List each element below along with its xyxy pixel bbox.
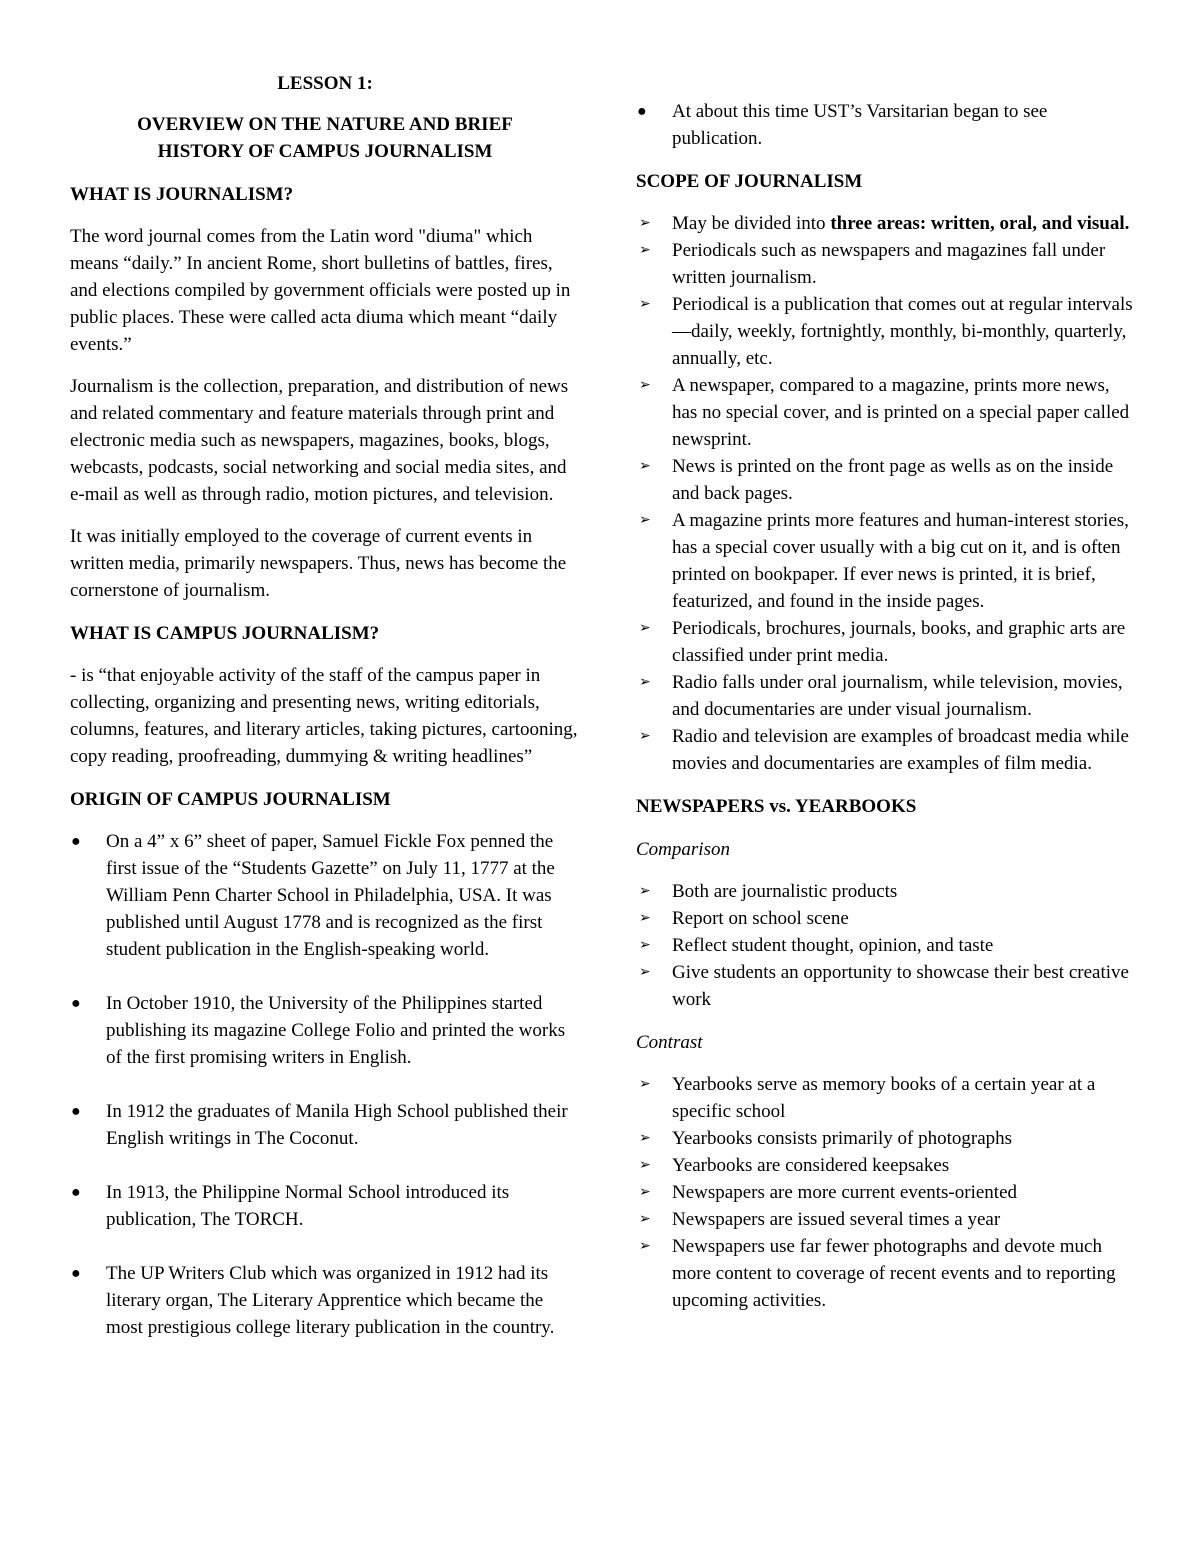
list-item: ● At about this time UST’s Varsitarian began to see publication.: [636, 98, 1136, 152]
origin-list: [70, 828, 580, 1341]
heading-origin: ORIGIN OF CAMPUS JOURNALISM: [70, 789, 391, 810]
right-column: [636, 98, 1136, 1314]
arrow-bullet-icon: ➢: [639, 1184, 651, 1200]
heading-what-is-journalism: WHAT IS JOURNALISM?: [70, 184, 294, 205]
arrow-bullet-icon: ➢: [639, 1076, 651, 1092]
arrow-bullet-icon: ➢: [639, 458, 651, 474]
arrow-bullet-icon: ➢: [639, 512, 651, 528]
arrow-bullet-icon: ➢: [639, 296, 651, 312]
page-title-line1: OVERVIEW ON THE NATURE AND BRIEF: [137, 114, 513, 135]
arrow-bullet-icon: ➢: [639, 883, 651, 899]
continuation-list: [636, 98, 1136, 152]
list-item: ● In 1913, the Philippine Normal School introduced its publication, The TORCH.: [70, 1179, 580, 1233]
arrow-bullet-icon: ➢: [639, 1157, 651, 1173]
arrow-bullet-icon: ➢: [639, 910, 651, 926]
list-item: ● In 1912 the graduates of Manila High School published their English writings in The Coconut.: [70, 1098, 580, 1152]
arrow-bullet-icon: ➢: [639, 1130, 651, 1146]
heading-scope: SCOPE OF JOURNALISM: [636, 171, 863, 192]
list-item: ➢ Periodicals, brochures, journals, books, and graphic arts are classified under print media.: [636, 615, 1136, 669]
scope-list: [636, 210, 1136, 777]
arrow-bullet-icon: ➢: [639, 1211, 651, 1227]
list-item: ➢ Reflect student thought, opinion, and taste: [636, 932, 1136, 959]
bullet-dot-icon: ●: [71, 1265, 81, 1282]
list-item: ➢ Yearbooks are considered keepsakes: [636, 1152, 1136, 1179]
paragraph-campus-definition: - is “that enjoyable activity of the staff of the campus paper in collecting, organizing and presenting news, writing editorials, columns, features, and literary articles, taking pictures, cartooning, copy reading, proofreading, dummying & writing headlines”: [70, 665, 578, 767]
arrow-bullet-icon: ➢: [639, 242, 651, 258]
list-item: ➢ Newspapers are issued several times a year: [636, 1206, 1136, 1233]
list-item: ● On a 4” x 6” sheet of paper, Samuel Fickle Fox penned the first issue of the “Students Gazette” on July 11, 1777 at the William Penn Charter School in Philadelphia, USA. It was published until August 1778 and is recognized as the first student publication in the English-speaking world.: [70, 828, 580, 963]
bullet-dot-icon: ●: [71, 833, 81, 850]
arrow-bullet-icon: ➢: [639, 964, 651, 980]
list-item: ➢ News is printed on the front page as wells as on the inside and back pages.: [636, 453, 1136, 507]
list-item: ➢ Radio and television are examples of broadcast media while movies and documentaries are examples of film media.: [636, 723, 1136, 777]
list-item: ➢ Yearbooks serve as memory books of a certain year at a specific school: [636, 1071, 1136, 1125]
list-item: ➢ Radio falls under oral journalism, while television, movies, and documentaries are under visual journalism.: [636, 669, 1136, 723]
arrow-bullet-icon: ➢: [639, 377, 651, 393]
arrow-bullet-icon: ➢: [639, 728, 651, 744]
bullet-dot-icon: ●: [71, 1184, 81, 1201]
paragraph-journal-origin: The word journal comes from the Latin word "diuma" which means “daily.” In ancient Rome, short bulletins of battles, fires, and elections compiled by government officials were posted up in public places. These were called acta diuma which meant “daily events.”: [70, 226, 571, 355]
subheading-contrast: Contrast: [636, 1032, 703, 1053]
list-item: ➢ Newspapers use far fewer photographs and devote much more content to coverage of recent events and to reporting upcoming activities.: [636, 1233, 1136, 1314]
arrow-bullet-icon: ➢: [639, 620, 651, 636]
list-item: ● The UP Writers Club which was organized in 1912 had its literary organ, The Literary Apprentice which became the most prestigious college literary publication in the country.: [70, 1260, 580, 1341]
bullet-dot-icon: ●: [71, 995, 81, 1012]
list-item: ➢ A magazine prints more features and human-interest stories, has a special cover usually with a big cut on it, and is often printed on bookpaper. If ever news is printed, it is brief, featurized, and found in the inside pages.: [636, 507, 1136, 615]
paragraph-journalism-coverage: It was initially employed to the coverage of current events in written media, primarily newspapers. Thus, news has become the cornerstone of journalism.: [70, 526, 567, 601]
heading-newspapers-vs-yearbooks: NEWSPAPERS vs. YEARBOOKS: [636, 796, 917, 817]
bullet-dot-icon: ●: [637, 103, 647, 120]
paragraph-journalism-definition: Journalism is the collection, preparation, and distribution of news and related commentary and feature materials through print and electronic media such as newspapers, magazines, books, blogs, webcasts, podcasts, social networking and social media sites, and e-mail as well as through radio, motion pictures, and television.: [70, 376, 569, 505]
list-item: ➢ Give students an opportunity to showcase their best creative work: [636, 959, 1136, 1013]
arrow-bullet-icon: ➢: [639, 215, 651, 231]
list-item: ➢ Periodicals such as newspapers and magazines fall under written journalism.: [636, 237, 1136, 291]
heading-campus-journalism: WHAT IS CAMPUS JOURNALISM?: [70, 623, 380, 644]
arrow-bullet-icon: ➢: [639, 937, 651, 953]
list-item: ● In October 1910, the University of the Philippines started publishing its magazine College Folio and printed the works of the first promising writers in English.: [70, 990, 580, 1071]
subheading-comparison: Comparison: [636, 839, 730, 860]
list-item: ➢ Yearbooks consists primarily of photographs: [636, 1125, 1136, 1152]
lesson-number: LESSON 1:: [277, 73, 373, 94]
left-column: [70, 70, 580, 1368]
list-item: ➢ Newspapers are more current events-oriented: [636, 1179, 1136, 1206]
list-item: ➢ Both are journalistic products: [636, 878, 1136, 905]
list-item: ➢ Periodical is a publication that comes out at regular intervals —daily, weekly, fortnightly, monthly, bi-monthly, quarterly, annually, etc.: [636, 291, 1136, 372]
arrow-bullet-icon: ➢: [639, 674, 651, 690]
arrow-bullet-icon: ➢: [639, 1238, 651, 1254]
list-item: ➢ A newspaper, compared to a magazine, prints more news, has no special cover, and is printed on a special paper called newsprint.: [636, 372, 1136, 453]
list-item: ➢ May be divided into three areas: written, oral, and visual.: [636, 210, 1136, 237]
page-title-line2: HISTORY OF CAMPUS JOURNALISM: [157, 141, 493, 162]
bullet-dot-icon: ●: [71, 1103, 81, 1120]
list-item: ➢ Report on school scene: [636, 905, 1136, 932]
contrast-list: [636, 1071, 1136, 1314]
comparison-list: [636, 878, 1136, 1013]
